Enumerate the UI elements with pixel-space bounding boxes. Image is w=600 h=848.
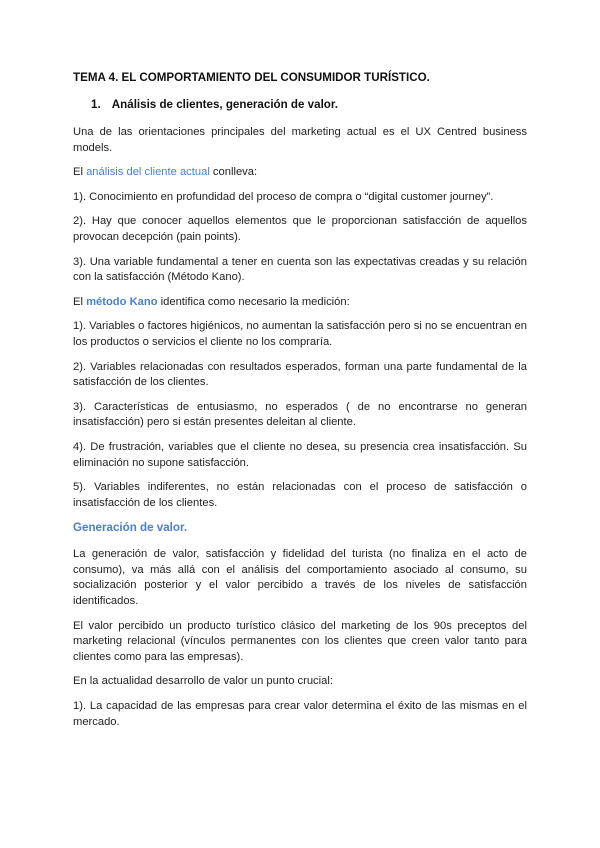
value-generation-heading: Generación de valor. (73, 521, 188, 535)
kano-intro-after: identifica como necesario la medición: (157, 295, 350, 308)
analysis-intro-before: El (73, 166, 87, 179)
intro-paragraph: Una de las orientaciones principales del marketing actual es el UX Centred business models. (73, 126, 527, 154)
kano-item: 5). Variables indiferentes, no están relacionadas con el proceso de satisfacción o insatisfacción de los clientes. (73, 481, 527, 509)
analysis-link[interactable]: análisis del cliente actual (86, 166, 210, 179)
kano-intro-before: El (73, 295, 87, 308)
kano-item: 2). Variables relacionadas con resultados esperados, forman una parte fundamental de la satisfacción de los clientes. (73, 360, 527, 389)
analysis-item: 3). Una variable fundamental a tener en cuenta son las expectativas creadas y su relación con la satisfacción (Método Kano). (73, 255, 527, 284)
document-title: TEMA 4. EL COMPORTAMIENTO DEL CONSUMIDOR TURÍSTICO. (73, 71, 430, 84)
value-paragraph: En la actualidad desarrollo de valor un punto crucial: (73, 675, 333, 688)
kano-link[interactable]: método Kano (86, 295, 158, 308)
value-paragraph: 1). La capacidad de las empresas para crear valor determina el éxito de las mismas en el mercado. (73, 700, 527, 728)
section-label: Análisis de clientes, generación de valor. (111, 98, 338, 111)
kano-intro-paragraph (73, 295, 527, 311)
kano-item: 1). Variables o factores higiénicos, no aumentan la satisfacción pero si no se encuentran en los productos o servicios el cliente no los compraría. (73, 320, 527, 348)
kano-item: 3). Características de entusiasmo, no esperados ( de no encontrarse no generan insatisfacción) pero si están presentes deleitan al cliente. (73, 400, 527, 429)
section-heading (91, 97, 527, 113)
analysis-intro-after: conlleva: (209, 166, 258, 179)
kano-item: 4). De frustración, variables que el cliente no desea, su presencia crea insatisfacción. Su eliminación no supone satisfacción. (73, 440, 527, 469)
section-number: 1. (91, 98, 101, 111)
analysis-item: 2). Hay que conocer aquellos elementos que le proporcionan satisfacción de aquellos provocan decepción (pain points). (73, 215, 527, 243)
value-paragraph: El valor percibido un producto turístico clásico del marketing de los 90s preceptos del marketing relacional (vínculos permanentes con los clientes que creen valor tanto para clientes como para las empresas). (73, 619, 527, 663)
value-paragraph: La generación de valor, satisfacción y fidelidad del turista (no finaliza en el acto de consumo), va más allá con el análisis del comportamiento asociado al consumo, su socialización posterior y el valor percibido a través de los niveles de satisfacción identificados. (73, 548, 527, 608)
analysis-intro-paragraph (73, 165, 527, 181)
analysis-item: 1). Conocimiento en profundidad del proceso de compra o “digital customer journey”. (73, 190, 494, 203)
